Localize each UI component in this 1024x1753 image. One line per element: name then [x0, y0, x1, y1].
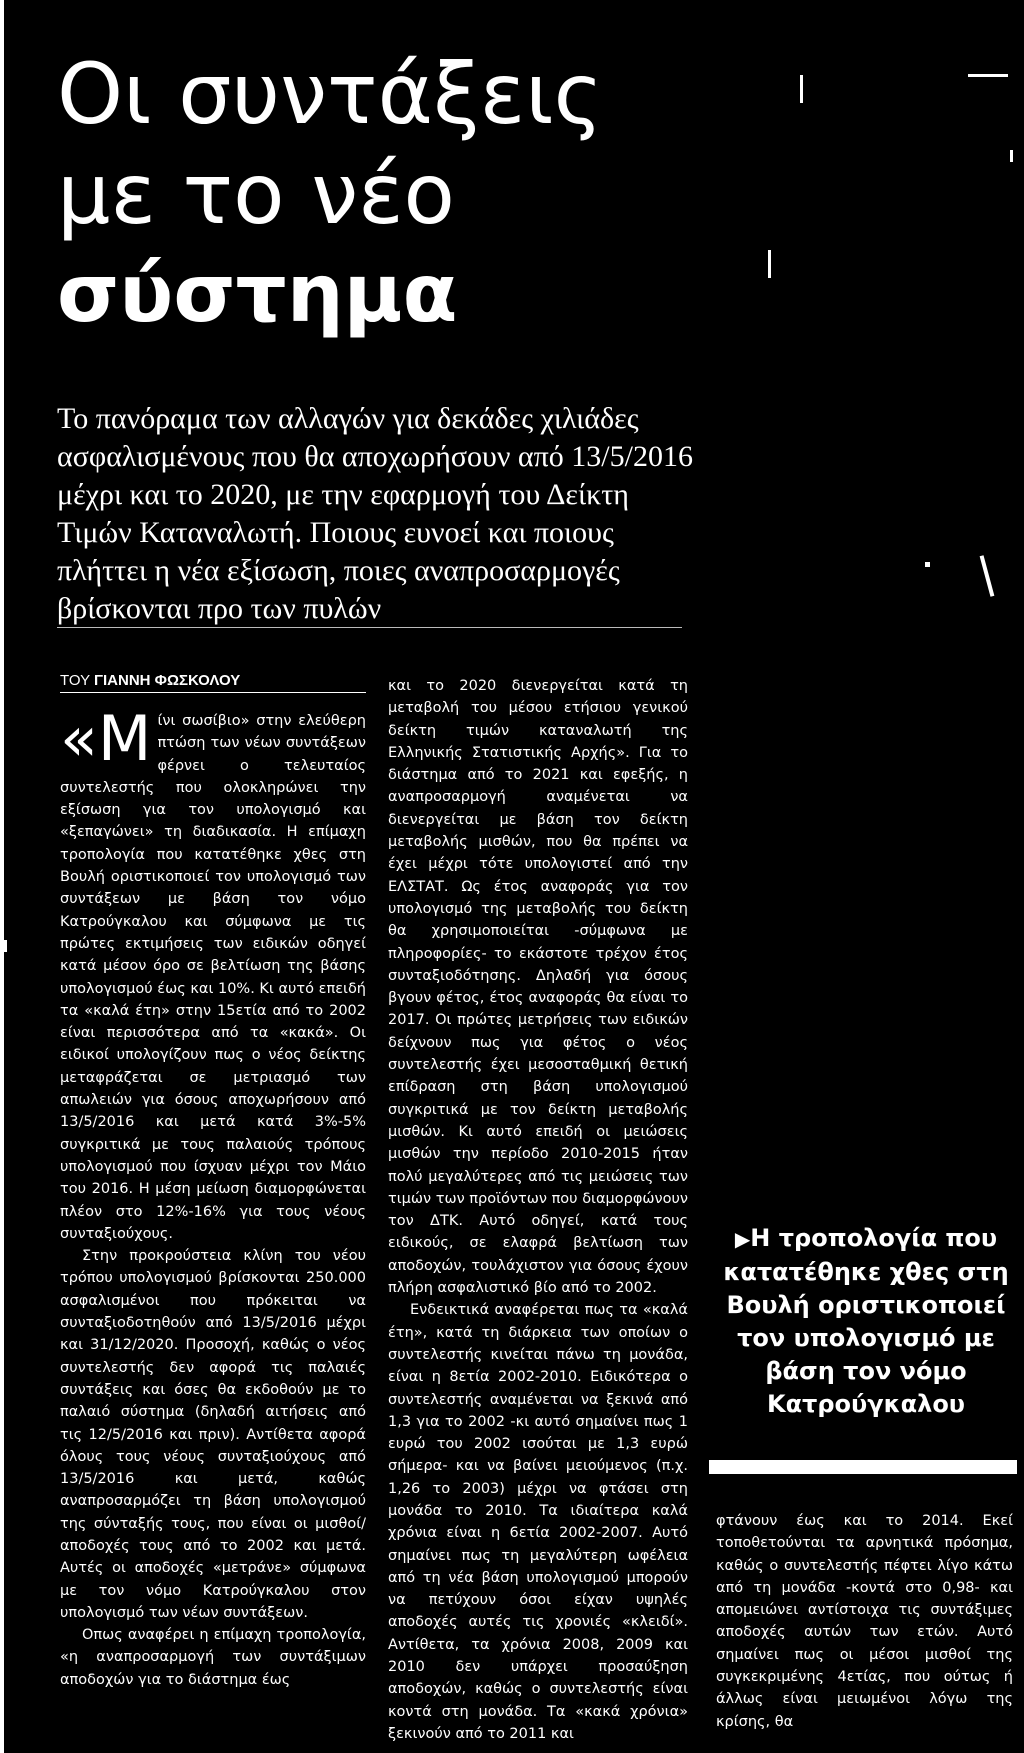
- paragraph-5: Ενδεικτικά αναφέρεται πως τα «καλά έτη», κατά τη διάρκεια των οποίων ο συντελεστής κινείται πάνω τη μονάδα, είναι η 8ετία 2002-2010. Ειδικότερα ο συντελεστής αναμένεται να ξεκινά από 1,3 για το 2002 -κι αυτό σημαίνει πως 1 ευρώ του 2002 ισούται με 1,3 ευρώ σήμερα- και να βαίνει μειούμενος (π.χ. 1,26 το 2003) μέχρι να φτάσει στη μονάδα το 2010. Τα ιδιαίτερα καλά χρόνια είναι η 6ετία 2002-2007. Αυτό σημαίνει πως τη μεγαλύτερη ωφέλεια από τη νέα βάση υπολογισμού μπορούν να πετύχουν όσοι είχαν υψηλές αποδοχές αυτές τις χρονιές «κλειδί». Αντίθετα, τα χρόνια 2008, 2009 και 2010 δεν υπάρχει προσαύξηση αποδοχών, καθώς ο συντελεστής είναι κοντά στη μονάδα. Τα «κακά χρόνια» ξεκινούν από το 2011 και: [388, 1302, 688, 1742]
- paragraph-1: [60, 702, 366, 1245]
- byline-prefix: ΤΟΥ: [60, 672, 90, 689]
- text-column-2: [388, 675, 688, 1745]
- headline-line-3: σύστημα: [57, 247, 458, 340]
- pull-quote: [716, 1222, 1016, 1421]
- noise-speck: [968, 74, 1008, 77]
- headline-line-1: Οι συντάξεις: [57, 45, 603, 143]
- paragraph-6: φτάνουν έως και το 2014. Εκεί τοποθετούνται τα αρνητικά πρόσημα, καθώς ο συντελεστής πέφτει λίγο κάτω από τη μονάδα -κοντά στο 0,98- και απομειώνει αντίστοιχα τις συντάξιμες αποδοχές αυτών των ετών. Αυτό σημαίνει πως οι μέσοι μισθοί της συγκεκριμένης 4ετίας, που ούτως ή άλλως είναι μειωμένοι λόγω της κρίσης, θα: [716, 1513, 1013, 1730]
- byline-author: ΓΙΑΝΝΗ ΦΩΣΚΟΛΟΥ: [93, 672, 241, 689]
- text-column-3: [716, 1510, 1013, 1733]
- triangle-arrow-icon: ▶: [734, 1227, 751, 1251]
- noise-speck: [768, 250, 771, 278]
- noise-speck: [925, 562, 930, 567]
- noise-speck: [4, 940, 7, 952]
- pull-quote-text: Η τροπολογία που κατατέθηκε χθες στη Βουλή οριστικοποιεί τον υπολογισμό με βάση τον νόμο Κατρούγκαλου: [723, 1224, 1009, 1418]
- text-column-1: [60, 702, 366, 1691]
- noise-speck: [980, 555, 995, 597]
- headline: [57, 44, 697, 344]
- paragraph-2: Στην προκρούστεια κλίνη του νέου τρόπου υπολογισμού βρίσκονται 250.000 ασφαλισμένοι που πρόκειται να συνταξιοδοτηθούν από 13/5/2016 μέχρι και 31/12/2020. Προσοχή, καθώς ο νέος συντελεστής δεν αφορά τις παλαιές συντάξεις και όσες θα εκδοθούν με το παλαιό σύστημα (δηλαδή αιτήσεις από τις 12/5/2016 και πριν). Αντίθετα αφορά όλους τους νέους συνταξιούχους από 13/5/2016 και μετά, καθώς αναπροσαρμόζει τη βάση υπολογισμού της σύνταξής τους, που είναι οι μισθοί/αποδοχές τους από το 2002 και μετά. Αυτές οι αποδοχές «μετράνε» σύμφωνα με τον νόμο Κατρούγκαλου στον υπολογισμό των νέων συντάξεων.: [60, 1248, 366, 1621]
- paragraph-3: Οπως αναφέρει η επίμαχη τροπολογία, «η αναπροσαρμογή των συντάξιμων αποδοχών για το διάστημα έως: [60, 1627, 366, 1688]
- byline-underline: [60, 692, 366, 693]
- noise-speck: [1010, 150, 1013, 162]
- paragraph-4: και το 2020 διενεργείται κατά τη μεταβολή του μέσου ετήσιου γενικού δείκτη τιμών καταναλωτή της Ελληνικής Στατιστικής Αρχής». Για το διάστημα από το 2021 και εφεξής, η αναπροσαρμογή αναμένεται να διενεργείται με βάση τον δείκτη μεταβολής μισθών, που θα πρέπει να έχει μέχρι τότε υπολογιστεί από την ΕΛΣΤΑΤ. Ως έτος αναφοράς για τον υπολογισμό της μεταβολής του δείκτη θα χρησιμοποιείται -σύμφωνα με πληροφορίες- το εκάστοτε τρέχον έτος συνταξιοδότησης. Δηλαδή για όσους βγουν φέτος, έτος αναφοράς θα είναι το 2017. Οι πρώτες μετρήσεις των ειδικών δείχνουν πως για φέτος ο νέος συντελεστής έχει μεσοσταθμική θετική επίδραση στη βάση υπολογισμού συγκριτικά με τον δείκτη μεταβολής μισθών. Κι αυτό επειδή οι μειώσεις μισθών την περίοδο 2010-2015 ήταν πολύ μεγαλύτερες από τις μειώσεις των τιμών των προϊόντων που διαμορφώνουν τον ΔΤΚ. Αυτό οδηγεί, κατά τους ειδικούς, σε ελαφρά βελτίωση των αποδοχών, τουλάχιστον για όσους έχουν πλήρη ασφαλιστικό βίο από το 2002.: [388, 678, 688, 1297]
- headline-line-2: με το νέο: [57, 145, 455, 243]
- noise-speck: [800, 75, 803, 103]
- pull-quote-bar: [709, 1460, 1017, 1474]
- deck-divider: [57, 627, 682, 628]
- drop-cap: «Μ: [60, 702, 152, 775]
- byline: [60, 672, 240, 689]
- paragraph-1-text: ίνι σωσίβιο» στην ελεύθερη πτώση των νέων συντάξεων φέρνει ο τελευταίος συντελεστής που ολοκληρώνει την εξίσωση για τον υπολογισμό και «ξεπαγώνει» τη διαδικασία. Η επίμαχη τροπολογία που κατατέθηκε χθες στη Βουλή οριστικοποιεί τον υπολογισμό των συντάξεων με βάση τον νόμο Κατρούγκαλου και σύμφωνα με τις πρώτες εκτιμήσεις των ειδικών οδηγεί κατά μέσον όρο σε βελτίωση της βάσης υπολογισμού έως και 10%. Κι αυτό επειδή τα «καλά έτη» στην 15ετία από το 2002 είναι περισσότερα από τα «κακά». Οι ειδικοί υπολογίζουν πως ο νέος δείκτης μεταφράζεται σε μετριασμό των απωλειών για όσους αποχωρήσουν από 13/5/2016 και μετά κατά 3%-5% συγκριτικά με τους παλαιούς τρόπους υπολογισμού που ίσχυαν μέχρι τον Μάιο του 2016. Η μέση μείωση διαμορφώνεται πλέον στο 12%-16% για τους νέους συνταξιούχους.: [60, 713, 366, 1242]
- article-deck: Το πανόραμα των αλλαγών για δεκάδες χιλιάδες ασφαλισμένους που θα αποχωρήσουν από 13/5/2016 μέχρι και το 2020, με την εφαρμογή του Δείκτη Τιμών Καταναλωτή. Ποιους ευνοεί και ποιους πλήττει η νέα εξίσωση, ποιες αναπροσαρμογές βρίσκονται προ των πυλών: [57, 402, 693, 625]
- left-edge-rule: [0, 0, 4, 1753]
